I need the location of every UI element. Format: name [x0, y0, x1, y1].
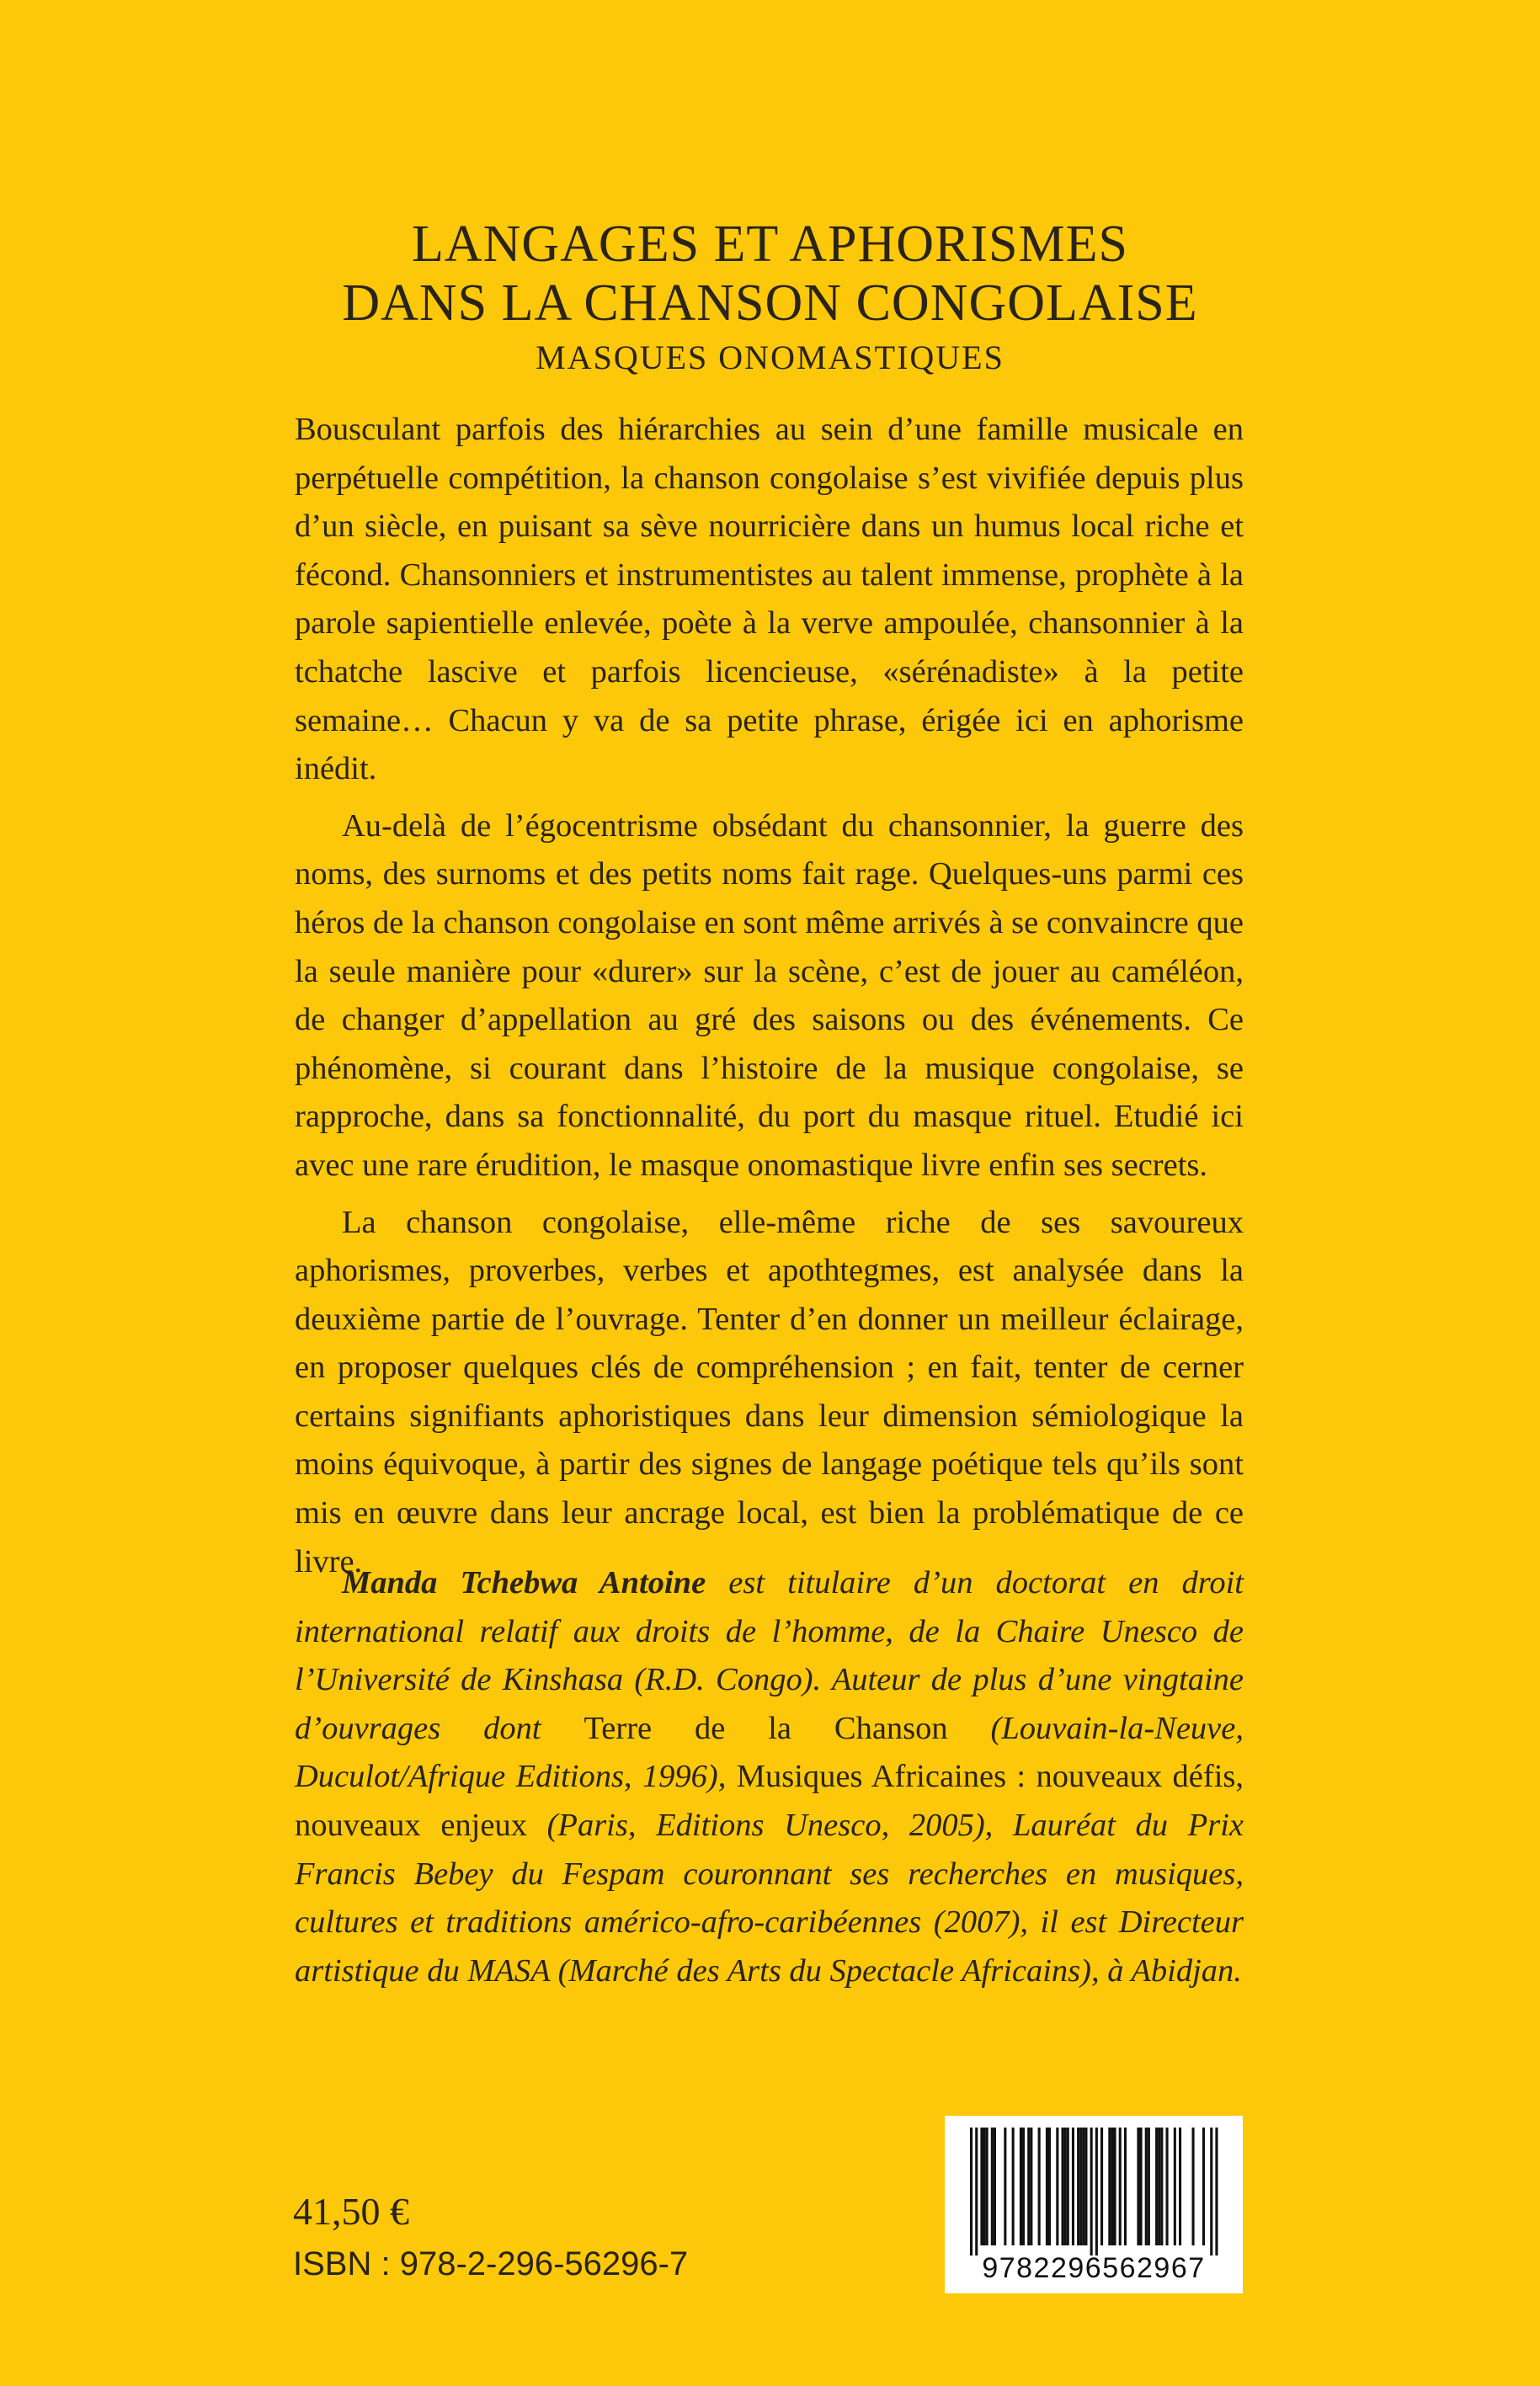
- title-line-1: LANGAGES ET APHORISMES: [411, 216, 1129, 273]
- title-line-2: DANS LA CHANSON CONGOLAISE: [342, 274, 1198, 332]
- barcode-bar: [1140, 2128, 1143, 2245]
- barcode-bar: [1166, 2128, 1169, 2245]
- barcode-bar: [1056, 2128, 1058, 2245]
- barcode-bar: [980, 2128, 983, 2245]
- barcode-bar: [1179, 2128, 1181, 2245]
- barcode-bar: [1210, 2128, 1212, 2256]
- barcode-bar: [1082, 2128, 1084, 2245]
- barcode-bar: [1090, 2128, 1093, 2256]
- isbn: ISBN : 978-2-296-56296-7: [293, 2245, 689, 2282]
- subtitle: MASQUES ONOMASTIQUES: [536, 338, 1004, 376]
- barcode-bar: [1202, 2128, 1205, 2245]
- author-bio: [295, 1559, 1244, 1995]
- barcode-bar: [986, 2128, 988, 2245]
- barcode-bar: [975, 2128, 978, 2256]
- barcode-bar: [1124, 2128, 1127, 2245]
- barcode-number: 9782296562967: [982, 2252, 1206, 2284]
- barcode-bar: [1079, 2128, 1082, 2245]
- barcode-bar: [1064, 2128, 1067, 2245]
- barcode-bar: [1072, 2128, 1074, 2245]
- bio-book-title-1: Terre de la Chanson: [583, 1710, 948, 1746]
- barcode-bar: [1095, 2128, 1098, 2256]
- blurb-paragraph-2: Au-delà de l’égocentrisme obsédant du chansonnier, la guerre des noms, des surnoms et des petits noms fait rage. Quelques-uns parmi ces héros de la chanson congolaise en sont même arrivés à se convaincre que la seule manière pour «durer» sur la scène, c’est de jouer au caméléon, de changer d’appellation au gré des saisons ou des événements. Ce phénomène, si courant dans l’histoire de la musique congolaise, se rapproche, dans sa fonctionnalité, du port du masque rituel. Etudié ici avec une rare érudition, le masque onomastique livre enfin ses secrets.: [295, 807, 1244, 1183]
- barcode-bar: [1004, 2128, 1006, 2245]
- barcode-bar: [1100, 2128, 1103, 2245]
- barcode-bar: [1062, 2128, 1064, 2245]
- barcode-bar: [1030, 2128, 1032, 2245]
- barcode-bar: [1084, 2128, 1087, 2245]
- barcode-bar: [983, 2128, 986, 2245]
- barcode-bar: [1048, 2128, 1051, 2245]
- barcode-bar: [1155, 2128, 1158, 2245]
- barcode-bar: [1215, 2128, 1218, 2256]
- title-block: [0, 215, 1540, 380]
- price: 41,50 €: [293, 2190, 409, 2233]
- bio-book-title-2: Musiques Africaines : nouveaux défis, nouveaux enjeux: [295, 1759, 1244, 1843]
- barcode-bar: [1108, 2128, 1111, 2245]
- barcode-bar: [1111, 2128, 1113, 2245]
- barcode-bar: [1038, 2128, 1041, 2245]
- barcode-bar: [1160, 2128, 1163, 2245]
- barcode-bar: [1022, 2128, 1025, 2245]
- barcode-bar: [1046, 2128, 1048, 2245]
- author-name: Manda Tchebwa Antoine: [342, 1565, 706, 1600]
- barcode-bar: [1020, 2128, 1022, 2245]
- barcode-bar: [1192, 2128, 1195, 2245]
- barcode-bar: [1114, 2128, 1116, 2245]
- blurb-paragraph-1: Bousculant parfois des hiérarchies au sein d’une famille musicale en perpétuelle compétition, la chanson congolaise s’est vivifiée depuis plus d’un siècle, en puisant sa sève nourricière dans un humus local riche et fécond. Chansonniers et instrumentistes au talent immense, prophète à la parole sapientielle enlevée, poète à la verve ampoulée, chansonnier à la tchatche lascive et parfois licencieuse, «sérénadiste» à la petite semaine… Chacun y va de sa petite phrase, érigée ici en aphorisme inédit.: [295, 412, 1244, 787]
- barcode-bar: [1012, 2128, 1015, 2245]
- barcode-bar: [1077, 2128, 1079, 2245]
- barcode: [945, 2116, 1243, 2293]
- blurb-paragraph-3: La chanson congolaise, elle-même riche de ses savoureux aphorismes, proverbes, verbes et apothtegmes, est analysée dans la deuxième partie de l’ouvrage. Tenter d’en donner un meilleur éclairage, en proposer quelques clés de compréhension ; en fait, tenter de cerner certains signifiants aphoristiques dans leur dimension sémiologique la moins équivoque, à partir des signes de langage poétique tels qu’ils sont mis en œuvre dans leur ancrage local, est bien la problématique de ce livre.: [295, 1204, 1244, 1579]
- barcode-bar: [1158, 2128, 1160, 2245]
- blurb: [295, 406, 1244, 1595]
- barcode-bar: [1174, 2128, 1176, 2245]
- bio-text-2: (Louvain-la-Neuve, Duculot/Afrique Editions, 1996),: [295, 1710, 1244, 1795]
- bio-text-1: est titulaire d’un doctorat en droit international relatif aux droits de l’homme, de la Chaire Unesco de l’Université de Kinshasa (R.D. Congo). Auteur de plus d’une vingtaine d’ouvrages dont: [295, 1565, 1244, 1746]
- barcode-bar: [994, 2128, 996, 2245]
- barcode-bar: [970, 2128, 972, 2256]
- barcode-bar: [1148, 2128, 1150, 2245]
- barcode-bar: [1145, 2128, 1148, 2245]
- barcode-bar: [1067, 2128, 1069, 2245]
- bio-text-3: (Paris, Editions Unesco, 2005), Lauréat du Prix Francis Bebey du Fespam couronnant ses recherches en musiques, cultures et traditions américo-afro-caribéennes (2007), il est Directeur artistique du MASA (Marché des Arts du Spectacle Africains), à Abidjan.: [295, 1807, 1244, 1989]
- barcode-bar: [991, 2128, 994, 2245]
- barcode-bar: [1119, 2128, 1122, 2245]
- barcode-bar: [1137, 2128, 1139, 2245]
- barcode-bar: [1027, 2128, 1030, 2245]
